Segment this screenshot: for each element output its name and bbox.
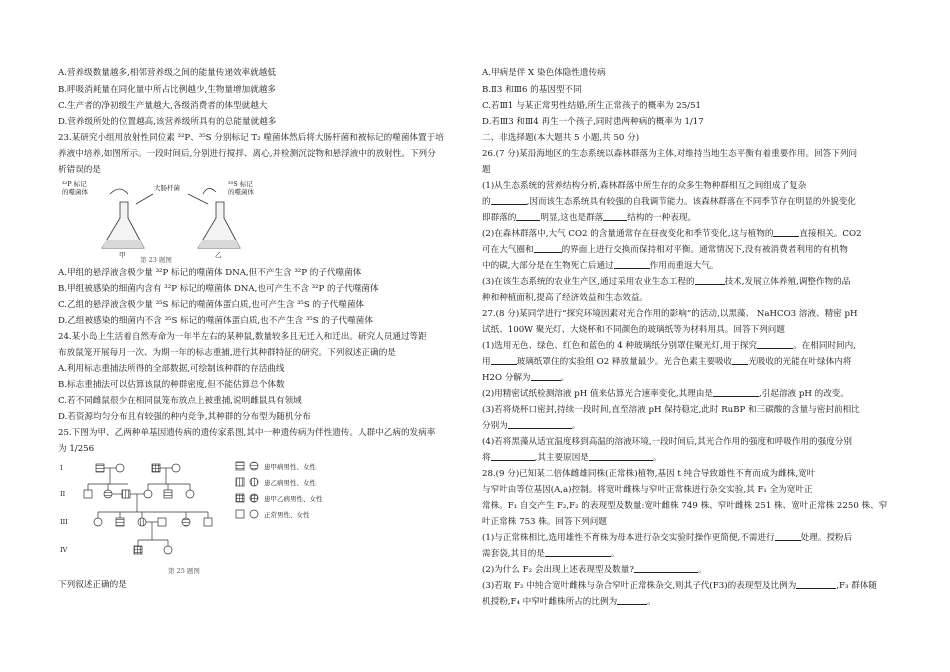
q22-option-a: A.营养级数量越多,相邻营养级之间的能量传递效率就越低: [58, 68, 276, 78]
q27-line-7: (3)若将烧杯口密封,持续一段时间,直至溶液 pH 保持稳定,此时 RuBP 和三碳酸的含量与密封前相比: [482, 405, 860, 415]
legend-b-male: [236, 478, 244, 486]
fig23-right-label-1: ³⁵S 标记: [228, 180, 253, 188]
q27-line-6: (2)用精密试纸检测溶液 pH 值来估算光合速率变化,其理由是 ,引起溶液 pH 的改变。: [482, 389, 849, 399]
blank: [713, 396, 759, 397]
q25-tail: 下列叙述正确的是: [58, 580, 127, 590]
q22-option-b: B.呼吸消耗量在同化量中所占比例越少,生物量增加就越多: [58, 85, 277, 95]
q28-line-1: 28.(9 分)已知某二倍体雌雄同株(正常株)植物,基因 t 纯合导致雄性不育而成为雌株,宽叶: [482, 469, 816, 479]
q26-line-1: 26.(7 分)某沿海地区的生态系统以森林群落为主体,对维持当地生态平衡有着重要作用。回答下列问: [482, 149, 858, 159]
q23-option-c: C.乙组的悬浮液含极少量 ³⁵S 标记的噬菌体蛋白质,也可产生含 ³⁵S 的子代噬菌体: [58, 300, 365, 310]
q24-option-d: D.若资源均匀分布且有较强的种内竞争,其种群的分布型为随机分布: [58, 412, 311, 422]
arrow-middle-left: [136, 194, 153, 204]
ped-I3: [152, 464, 160, 472]
q27-line-5: H2O 分解为 。: [482, 373, 570, 383]
flask-a-liquid: [102, 240, 144, 248]
ped-II5: [164, 490, 172, 498]
q25-stem-line-2: 为 1/256: [58, 444, 95, 454]
q24-option-a: A.利用标志重捕法所得的全部数据,可绘制该种群的存活曲线: [58, 364, 285, 374]
q27-line-4: 用 玻璃纸罩住的实验组 O2 释放量最少。光合色素主要吸收 光吸收的光能在叶绿体内将: [482, 357, 852, 367]
legend-a-female: [250, 462, 258, 470]
q28-line-4: 叶正常株 753 株。回答下列问题: [482, 517, 607, 527]
q26-line-10: 种和种植面积,提高了经济效益和生态效益。: [482, 293, 649, 303]
fig23-left-label-1: ³²P 标记: [62, 180, 87, 188]
q25-option-c: C.若Ⅲ1 与某正常男性结婚,所生正常孩子的概率为 25/51: [482, 101, 701, 111]
blank: [589, 460, 653, 461]
blank: [545, 556, 611, 557]
q26-line-6: (2)在森林群落中,大气 CO2 的含量通常存在昼夜变化和季节变化,这与植物的 直接相关。CO2: [482, 229, 862, 239]
q28-line-2: 与窄叶由等位基因(A,a)控制。将宽叶雌株与窄叶正常株进行杂交实验,其 F₁ 全为宽叶正: [482, 485, 813, 495]
blank: [614, 268, 650, 269]
fig23-caption: 第 23 题图: [140, 256, 172, 264]
legend-ab-male: [236, 494, 244, 502]
q23-option-b: B.甲组被感染的细菌内含有 ³²P 标记的噬菌体 DNA,也可产生不含 ³²P 的子代噬菌体: [58, 284, 379, 294]
gen-label-III: III: [60, 518, 68, 526]
ped-II6: [186, 490, 194, 498]
q26-line-7: 可在大气圈和 的界面上进行交换而保持相对平衡。通常情况下,没有被消费者利用的有机物: [482, 245, 848, 255]
legend-ab-female: [250, 494, 258, 502]
q28-line-6: 需套袋,其目的是 。: [482, 549, 620, 559]
ped-I4: [172, 464, 180, 472]
fig23-middle-label: 大肠杆菌: [154, 184, 180, 192]
blank: [634, 572, 698, 573]
gen-label-IV: IV: [60, 546, 68, 554]
ped-II3: [122, 490, 130, 498]
legend-a-male: [236, 462, 244, 470]
figure-23: [58, 180, 288, 260]
q25-stem-line-1: 25.下图为甲、乙两种单基因遗传病的遗传家系图,其中一种遗传病为伴性遗传。人群中乙病的发病率: [58, 428, 436, 438]
q23-option-a: A.甲组的悬浮液含极少量 ³²P 标记的噬菌体 DNA,但不产生含 ³²P 的子代噬菌体: [58, 268, 362, 278]
blank: [757, 348, 793, 349]
q23-stem-line-1: 23.某研究小组用放射性同位素 ³²P、³⁵S 分别标记 T₂ 噬菌体然后将大肠杆菌和被标记的噬菌体置于培: [58, 133, 444, 143]
ped-I1: [96, 464, 104, 472]
q27-line-2: 试纸、100W 聚光灯、大烧杯和不同颜色的玻璃纸等为材料用具。回答下列问题: [482, 325, 785, 335]
blank: [491, 460, 535, 461]
ped-III3: [138, 518, 146, 526]
legend-normal-male: [236, 510, 244, 518]
blank: [491, 364, 517, 365]
blank: [534, 252, 562, 253]
q26-line-5: 即群落的 明显,这也是群落 结构的一种表现。: [482, 213, 697, 223]
arrow-left: [110, 189, 128, 194]
q26-line-8: 中的碳,大部分是在生物死亡后通过 作用而重返大气。: [482, 261, 719, 271]
q24-stem-line-2: 布放鼠笼开展每月一次、为期一年的标志重捕,进行其种群特征的研究。下列叙述正确的是: [58, 348, 396, 358]
q27-line-3: (1)选用无色、绿色、红色和蓝色的 4 种玻璃纸分别罩住聚光灯,用于探究 。在相同时间内,: [482, 341, 856, 351]
blank: [617, 604, 647, 605]
arrow-middle-right: [188, 194, 208, 204]
legend-b-label: 患乙病男性、女性: [264, 479, 316, 487]
gen-label-I: I: [60, 464, 63, 472]
q23-option-d: D.乙组被感染的细菌内不含 ³⁵S 标记的噬菌体蛋白质,也不产生含 ³⁵S 的子代噬菌体: [58, 316, 373, 326]
legend-b-female: [250, 478, 258, 486]
ped-II1: [84, 490, 92, 498]
blank: [695, 284, 725, 285]
pedigree-chart: [58, 458, 358, 568]
q26-line-4: 的 ,因而该生态系统具有较强的自我调节能力。该森林群落在不同季节存在明显的外貌变化: [482, 197, 856, 207]
q28-line-8: (3)若取 F₂ 中纯合宽叶雌株与杂合窄叶正常株杂交,则其子代(F3)的表现型及比例为 ,F₃ 群体随: [482, 581, 877, 591]
q25-option-b: B.Ⅱ3 和Ⅲ6 的基因型不同: [482, 85, 582, 95]
gen-label-II: II: [60, 490, 66, 498]
q22-option-d: D.营养级所处的位置越高,该营养级所具有的总能量就越多: [58, 117, 277, 127]
q24-option-b: B.标志重捕法可以估算该鼠的种群密度,但不能估算总个体数: [58, 380, 285, 390]
ped-III5: [182, 518, 190, 526]
q27-line-8: 分别为 。: [482, 421, 581, 431]
legend-a-label: 患甲病男性、女性: [264, 463, 316, 471]
q27-line-9: (4)若将黑藻从适宜温度移到高温的溶液环境,一段时间后,其光合作用的强度和呼吸作用的强度分别: [482, 437, 852, 447]
q28-line-9: 机授粉,F₄ 中窄叶雌株所占的比例为 。: [482, 597, 656, 607]
q24-option-c: C.若不同雌鼠很少在相同鼠笼布放点上被重捕,说明雌鼠具有领域: [58, 396, 302, 406]
q23-stem-line-3: 析错误的是: [58, 165, 101, 175]
fig23-flask-a-label: 甲: [119, 251, 126, 259]
blank: [491, 204, 527, 205]
blank: [531, 380, 561, 381]
blank: [732, 364, 748, 365]
fig23-right-label-2: 的噬菌体: [228, 188, 254, 196]
blank: [508, 428, 572, 429]
blank: [516, 220, 540, 221]
q26-line-2: 题: [482, 165, 491, 175]
ped-III4: [158, 518, 166, 526]
q22-option-c: C.生产者的净初级生产量越大,各级消费者的体型就越大: [58, 101, 268, 111]
q25-option-a: A.甲病是伴 X 染色体隐性遗传病: [482, 68, 606, 78]
q26-line-3: (1)从生态系统的营养结构分析,森林群落中所生存的众多生物种群相互之间组成了复杂: [482, 181, 807, 191]
figure-25: [58, 458, 358, 568]
q27-line-10: 将 ,其主要原因是 。: [482, 453, 662, 463]
arrow-right: [203, 188, 216, 194]
flask-b-liquid: [198, 240, 240, 248]
q26-line-9: (3)在该生态系统的农业生产区,通过采用农业生态工程的 技术,发展立体养殖,调整作物的品: [482, 277, 851, 287]
blank: [796, 588, 836, 589]
q27-line-1: 27.(8 分)某同学进行“探究环境因素对光合作用的影响”的活动,以黑藻、 NaHCO3 溶液、精密 pH: [482, 309, 858, 319]
ped-II2: [104, 490, 112, 498]
q23-stem-line-2: 养液中培养,如图所示。一段时间后,分别进行搅拌、离心,并检测沉淀物和悬浮液中的放射性。下列分: [58, 149, 436, 159]
ped-IV2: [164, 546, 172, 554]
blank: [775, 540, 801, 541]
q25-option-d: D.若Ⅲ3 和Ⅲ4 再生一个孩子,同时患两种病的概率为 1/17: [482, 117, 704, 127]
q24-stem-line-1: 24.某小岛上生活着自然寿命为一年半左右的某种鼠,数量较多且无迁入和迁出。研究人员通过等距: [58, 332, 427, 342]
ped-IV1: [134, 546, 142, 554]
ped-I2: [116, 464, 124, 472]
blank: [773, 236, 799, 237]
ped-III2: [116, 518, 124, 526]
fig25-caption: 第 25 题图: [168, 567, 200, 575]
fig23-flask-b-label: 乙: [215, 251, 222, 259]
fig23-left-label-2: 的噬菌体: [62, 188, 88, 196]
blank: [603, 220, 627, 221]
ped-III6: [204, 518, 212, 526]
q28-line-7: (2)为什么 F₂ 会出现上述表现型及数量? 。: [482, 565, 707, 575]
legend-normal-label: 正常男性、女性: [264, 511, 310, 519]
legend-ab-label: 患甲乙病男性、女性: [264, 495, 323, 503]
q28-line-3: 常株。F₁ 自交产生 F₂,F₂ 的表现型及数量:宽叶雌株 749 株、窄叶雌株 251 株、宽叶正常株 2250 株、窄: [482, 501, 888, 511]
ped-III1: [94, 518, 102, 526]
section-2-heading: 二、非选择题(本大题共 5 小题,共 50 分): [482, 133, 640, 143]
q28-line-5: (1)与正常株相比,选用雄性不育株为母本进行杂交实验时操作更简便,不需进行 处理。授粉后: [482, 533, 853, 543]
ped-II4: [144, 490, 152, 498]
legend-normal-female: [250, 510, 258, 518]
